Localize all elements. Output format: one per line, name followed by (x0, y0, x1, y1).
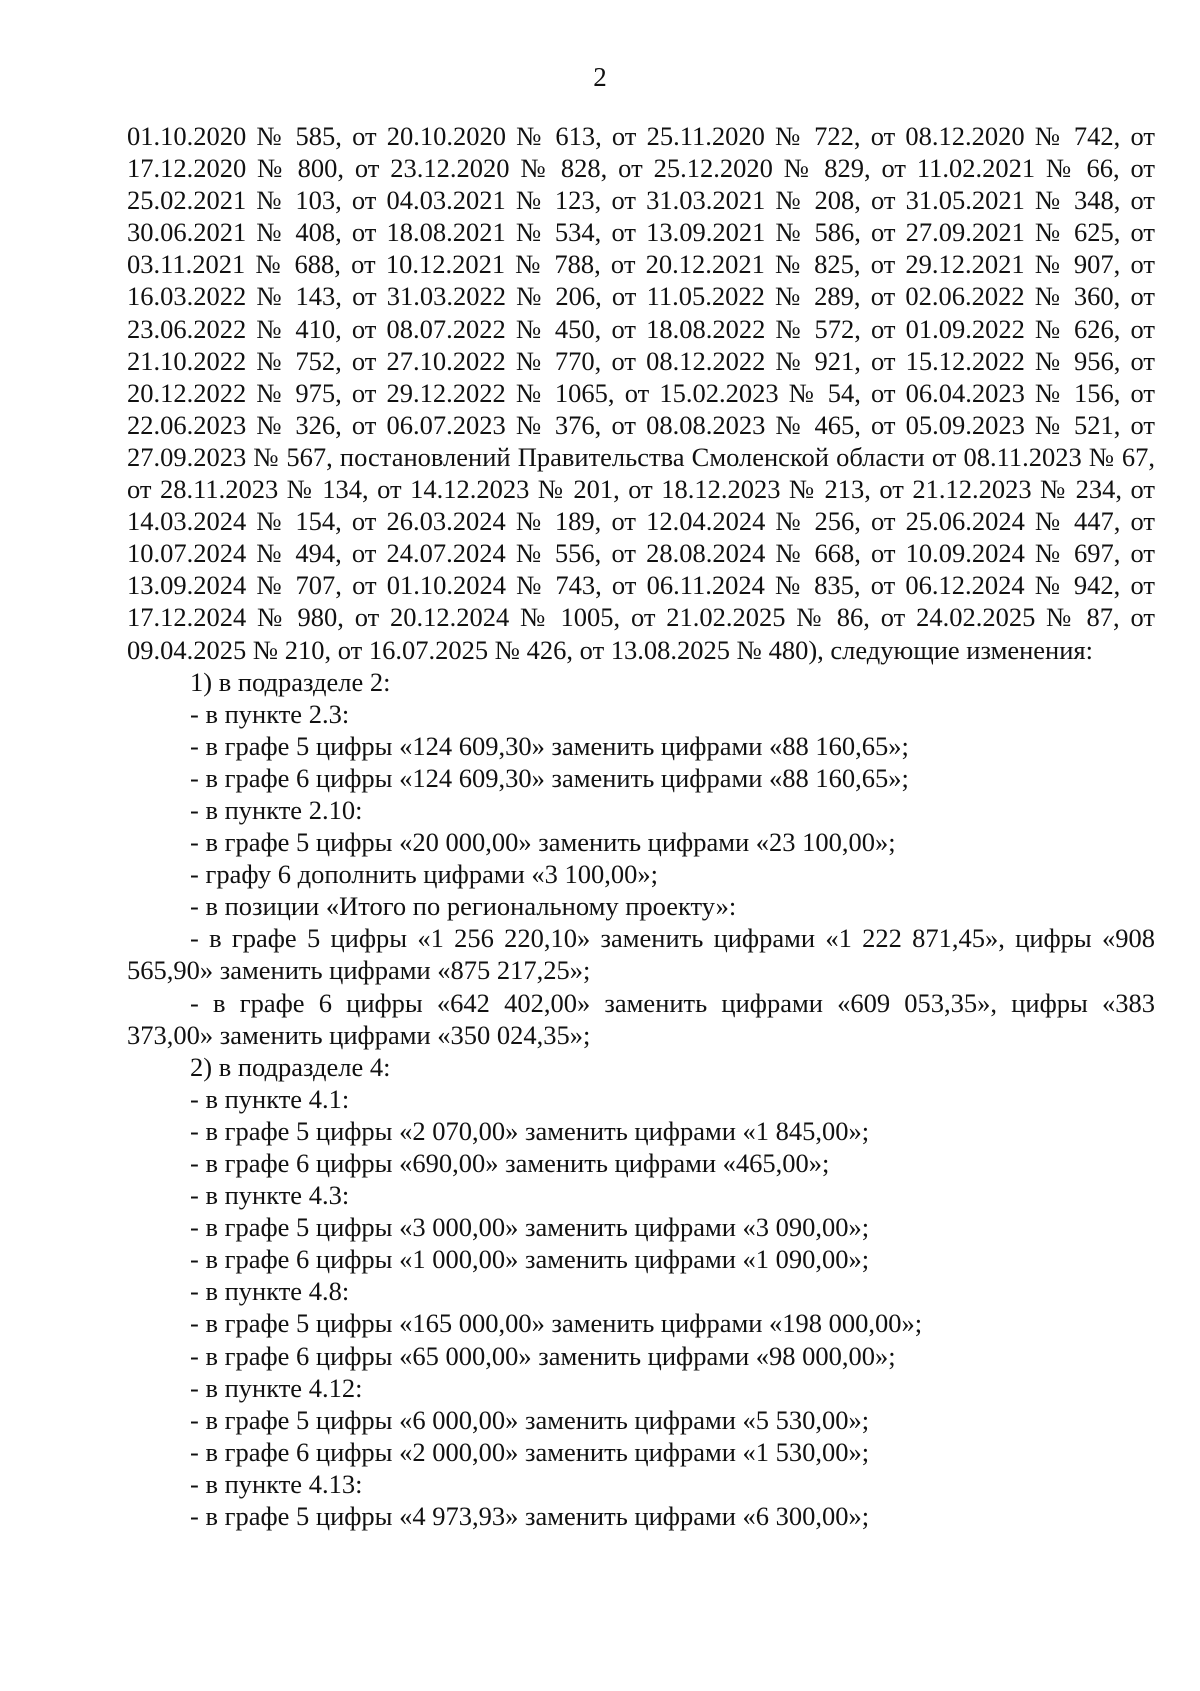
list-item: - в пункте 2.10: (190, 794, 363, 825)
document-body (127, 120, 1155, 1532)
list-item: - в графе 6 цифры «1 000,00» заменить цифрами «1 090,00»; (190, 1244, 870, 1275)
list-item: - в пункте 4.8: (190, 1276, 350, 1307)
list-item: - в пункте 4.1: (190, 1083, 350, 1114)
list-item: - в графе 6 цифры «124 609,30» заменить цифрами «88 160,65»; (190, 762, 909, 793)
list-item: - в графе 5 цифры «1 256 220,10» заменить цифрами «1 222 871,45», цифры «908 565,90» заменить цифрами «875 217,25»; (127, 923, 1155, 986)
page-number: 2 (593, 62, 607, 92)
list-item: - в графе 5 цифры «124 609,30» заменить цифрами «88 160,65»; (190, 730, 909, 761)
list-item: - в графе 5 цифры «2 070,00» заменить цифрами «1 845,00»; (190, 1115, 870, 1146)
list-item: - в графе 6 цифры «642 402,00» заменить цифрами «609 053,35», цифры «383 373,00» заменить цифрами «350 024,35»; (127, 987, 1155, 1050)
list-item: - в графе 5 цифры «3 000,00» заменить цифрами «3 090,00»; (190, 1212, 870, 1243)
list-item: - в пункте 4.3: (190, 1180, 350, 1211)
list-item: - в графе 5 цифры «4 973,93» заменить цифрами «6 300,00»; (190, 1501, 870, 1532)
list-item: - в графе 6 цифры «65 000,00» заменить цифрами «98 000,00»; (190, 1340, 896, 1371)
subsection-2-heading: 1) в подразделе 2: (190, 666, 391, 697)
intro-paragraph: 01.10.2020 № 585, от 20.10.2020 № 613, от 25.11.2020 № 722, от 08.12.2020 № 742, от 17.12.2020 № 800, от 23.12.2020 № 828, от 25.12.2020 № 829, от 11.02.2021 № 66, от 25.02.2021 № 103, от 04.03.2021 № 123, от 31.03.2021 № 208, от 31.05.2021 № 348, от 30.06.2021 № 408, от 18.08.2021 № 534, от 13.09.2021 № 586, от 27.09.2021 № 625, от 03.11.2021 № 688, от 10.12.2021 № 788, от 20.12.2021 № 825, от 29.12.2021 № 907, от 16.03.2022 № 143, от 31.03.2022 № 206, от 11.05.2022 № 289, от 02.06.2022 № 360, от 23.06.2022 № 410, от 08.07.2022 № 450, от 18.08.2022 № 572, от 01.09.2022 № 626, от 21.10.2022 № 752, от 27.10.2022 № 770, от 08.12.2022 № 921, от 15.12.2022 № 956, от 20.12.2022 № 975, от 29.12.2022 № 1065, от 15.02.2023 № 54, от 06.04.2023 № 156, от 22.06.2023 № 326, от 06.07.2023 № 376, от 08.08.2023 № 465, от 05.09.2023 № 521, от 27.09.2023 № 567, постановлений Правительства Смоленской области от 08.11.2023 № 67, от 28.11.2023 № 134, от 14.12.2023 № 201, от 18.12.2023 № 213, от 21.12.2023 № 234, от 14.03.2024 № 154, от 26.03.2024 № 189, от 12.04.2024 № 256, от 25.06.2024 № 447, от 10.07.2024 № 494, от 24.07.2024 № 556, от 28.08.2024 № 668, от 10.09.2024 № 697, от 13.09.2024 № 707, от 01.10.2024 № 743, от 06.11.2024 № 835, от 06.12.2024 № 942, от 17.12.2024 № 980, от 20.12.2024 № 1005, от 21.02.2025 № 86, от 24.02.2025 № 87, от 09.04.2025 № 210, от 16.07.2025 № 426, от 13.08.2025 № 480), следующие изменения: (127, 121, 1155, 665)
list-item: - в пункте 2.3: (190, 698, 350, 729)
subsection-4-heading: 2) в подразделе 4: (190, 1051, 391, 1082)
list-item: - в графе 5 цифры «6 000,00» заменить цифрами «5 530,00»; (190, 1404, 870, 1435)
list-item: - в графе 5 цифры «165 000,00» заменить цифрами «198 000,00»; (190, 1308, 923, 1339)
list-item: - в пункте 4.13: (190, 1468, 363, 1499)
list-item: - в пункте 4.12: (190, 1372, 363, 1403)
list-item: - в графе 6 цифры «2 000,00» заменить цифрами «1 530,00»; (190, 1436, 870, 1467)
list-item: - в графе 5 цифры «20 000,00» заменить цифрами «23 100,00»; (190, 827, 896, 858)
list-item: - в графе 6 цифры «690,00» заменить цифрами «465,00»; (190, 1148, 830, 1178)
list-item: - графу 6 дополнить цифрами «3 100,00»; (190, 859, 659, 890)
list-item: - в позиции «Итого по региональному проекту»: (190, 891, 737, 922)
